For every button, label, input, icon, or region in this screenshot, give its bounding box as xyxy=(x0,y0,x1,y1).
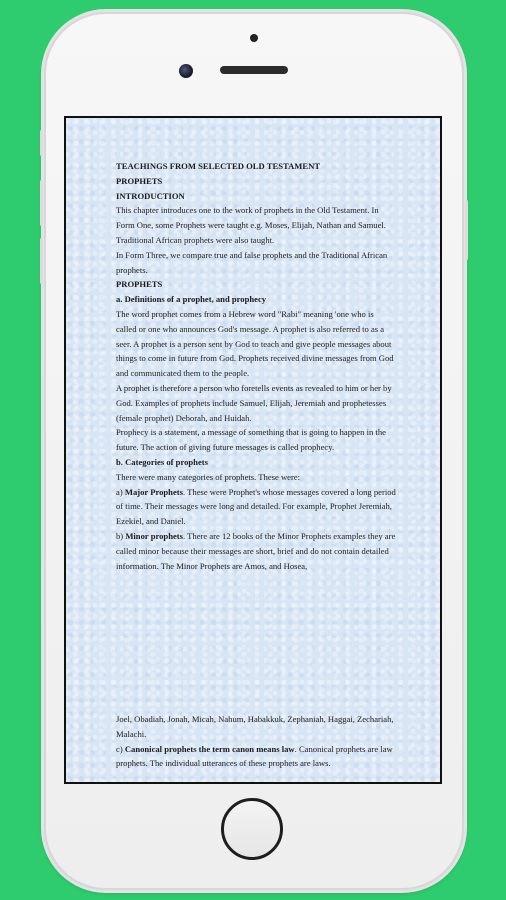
document-page-continued[interactable] xyxy=(116,712,396,771)
volume-down-button xyxy=(40,180,43,226)
prophets-heading: PROPHETS xyxy=(116,279,163,290)
proximity-sensor xyxy=(250,34,258,42)
screen[interactable] xyxy=(64,116,442,784)
document-title: TEACHINGS FROM SELECTED OLD TESTAMENT PROPHETS xyxy=(116,161,321,186)
definitions-heading: a. Definitions of a prophet, and prophecy xyxy=(116,294,267,305)
definition-paragraph-3: Prophecy is a statement, a message of something that is going to happen in the future. The action of giving future messages is called prophecy. xyxy=(116,427,386,453)
volume-down-button-2 xyxy=(40,238,43,284)
earpiece-speaker xyxy=(220,66,288,74)
introduction-heading: INTRODUCTION xyxy=(116,190,185,201)
categories-intro: There were many categories of prophets. These were: xyxy=(116,471,301,482)
document-page[interactable] xyxy=(116,159,396,573)
minor-prophets-continued: Joel, Obadiah, Jonah, Micah, Nahum, Habakkuk, Zephaniah, Haggai, Zechariah, Malachi. xyxy=(116,714,394,739)
definition-paragraph-1: The word prophet comes from a Hebrew word "Rabi" meaning 'one who is called or one who announces God's message. A prophet is also referred to as a seer. A prophet is a person sent by God to teach and give people messages about things to come in future from God. Prophets received divine messages from God and communicated them to the people. xyxy=(116,308,394,379)
minor-prophets-item: b) Minor prophets. There are 12 books of the Minor Prophets examples they are called minor because their messages are short, brief and do not contain detailed information. The Minor Prophets are Amos, and Hosea, xyxy=(116,530,396,571)
front-camera-icon xyxy=(179,64,193,78)
definition-paragraph-2: A prophet is therefore a person who foretells events as revealed to him or her by God. Examples of prophets include Samuel, Elijah, Jeremiah and prophetesses (female prophet) Deborah, and Huidah. xyxy=(116,382,392,423)
categories-heading: b. Categories of prophets xyxy=(116,456,208,467)
power-button xyxy=(465,200,468,260)
intro-paragraph-2: In Form Three, we compare true and false prophets and the Traditional African prophets. xyxy=(116,249,388,275)
phone-frame xyxy=(44,12,464,890)
home-button[interactable] xyxy=(221,798,283,860)
canonical-prophets-item: c) Canonical prophets the term canon means law. Canonical prophets are law prophets. The individual utterances of these prophets are laws. xyxy=(116,743,393,769)
intro-paragraph-1: This chapter introduces one to the work of prophets in the Old Testament. In Form One, some Prophets were taught e.g. Moses, Elijah, Nathan and Samuel. Traditional African prophets were also taught. xyxy=(116,205,386,245)
volume-up-button xyxy=(40,130,43,156)
major-prophets-item: a) Major Prophets. These were Prophet's whose messages covered a long period of time. Their messages were long and detailed. For example, Prophet Jeremiah, Ezekiel, and Daniel. xyxy=(116,486,396,527)
